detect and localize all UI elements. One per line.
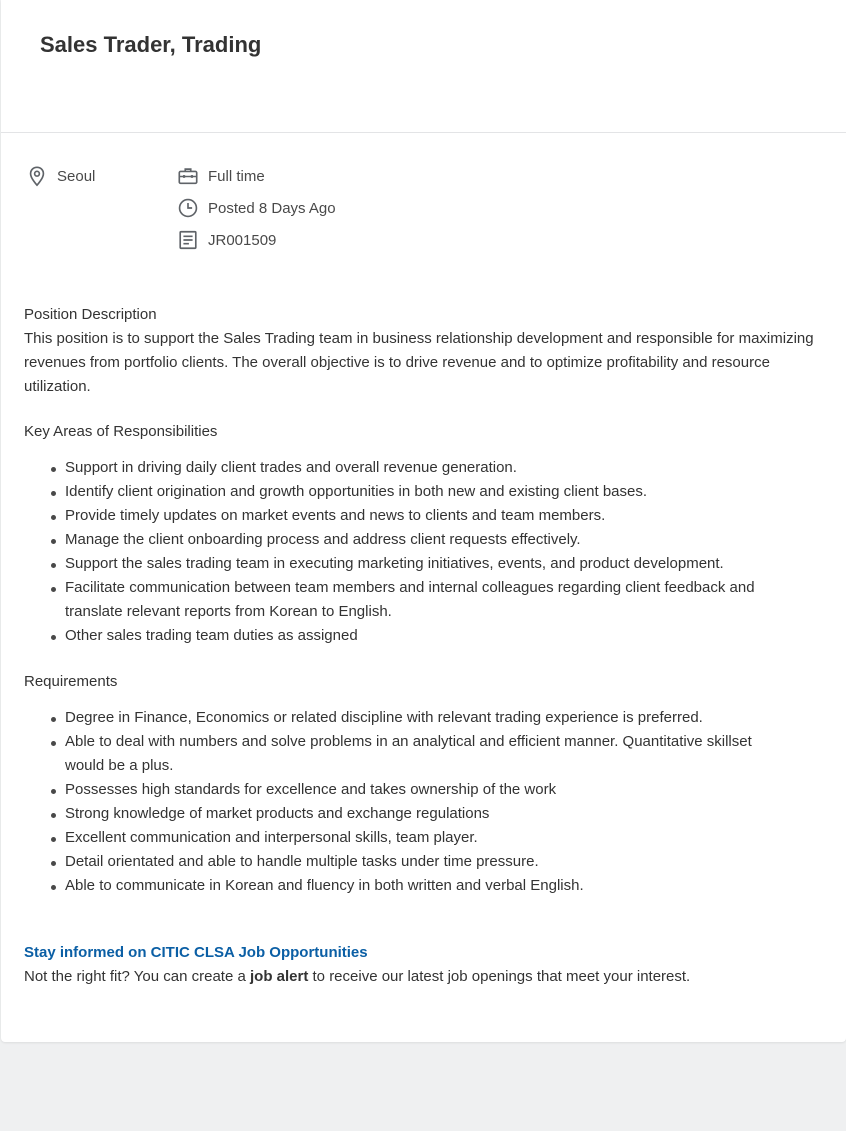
job-posted-date: Posted 8 Days Ago xyxy=(208,199,336,217)
list-item: Identify client origination and growth opportunities in both new and existing client bases. xyxy=(24,480,824,504)
responsibilities-list xyxy=(24,456,824,648)
location-row xyxy=(26,165,95,187)
page-title: Sales Trader, Trading xyxy=(40,32,262,57)
list-item: Strong knowledge of market products and exchange regulations xyxy=(24,802,824,826)
position-description-text: This position is to support the Sales Trading team in business relationship development and responsible for maximizing revenues from portfolio clients. The overall objective is to drive revenue and to optimize profitability and resource utilization. xyxy=(24,330,814,395)
time-type-row xyxy=(177,165,265,187)
list-item: Support the sales trading team in executing marketing initiatives, events, and product development. xyxy=(24,552,824,576)
list-item: Other sales trading team duties as assigned xyxy=(24,624,824,648)
job-header xyxy=(1,0,846,133)
job-time-type: Full time xyxy=(208,167,265,185)
requirements-heading: Requirements xyxy=(24,673,118,690)
list-item: Provide timely updates on market events and news to clients and team members. xyxy=(24,504,824,528)
document-icon xyxy=(177,229,199,251)
list-item: Excellent communication and interpersonal skills, team player. xyxy=(24,826,824,850)
list-item: Able to deal with numbers and solve problems in an analytical and efficient manner. Quantitative skillset would be a plus. xyxy=(24,730,824,778)
job-alert-text-after: to receive our latest job openings that meet your interest. xyxy=(308,968,691,985)
clock-icon xyxy=(177,197,199,219)
list-item: Facilitate communication between team members and internal colleagues regarding client feedback and translate relevant reports from Korean to English. xyxy=(24,576,824,624)
list-item: Degree in Finance, Economics or related discipline with relevant trading experience is preferred. xyxy=(24,706,824,730)
list-item: Possesses high standards for excellence and takes ownership of the work xyxy=(24,778,824,802)
job-posting-card xyxy=(1,0,846,1042)
list-item: Able to communicate in Korean and fluency in both written and verbal English. xyxy=(24,874,824,898)
job-alert-link[interactable]: Stay informed on CITIC CLSA Job Opportunities xyxy=(24,944,368,961)
responsibilities-heading: Key Areas of Responsibilities xyxy=(24,423,218,440)
location-pin-icon xyxy=(26,165,48,187)
job-id-row xyxy=(177,229,276,251)
requirements-list xyxy=(24,706,824,898)
position-description-heading: Position Description xyxy=(24,306,157,323)
job-requisition-id: JR001509 xyxy=(208,231,277,249)
job-alert-text xyxy=(24,965,824,989)
job-location: Seoul xyxy=(57,167,96,185)
list-item: Manage the client onboarding process and address client requests effectively. xyxy=(24,528,824,552)
list-item: Detail orientated and able to handle multiple tasks under time pressure. xyxy=(24,850,824,874)
job-alert-bold: job alert xyxy=(249,968,309,985)
list-item: Support in driving daily client trades and overall revenue generation. xyxy=(24,456,824,480)
job-description xyxy=(24,303,824,989)
briefcase-icon xyxy=(177,165,199,187)
job-alert-text-before: Not the right fit? You can create a xyxy=(24,968,250,985)
posted-row xyxy=(177,197,336,219)
